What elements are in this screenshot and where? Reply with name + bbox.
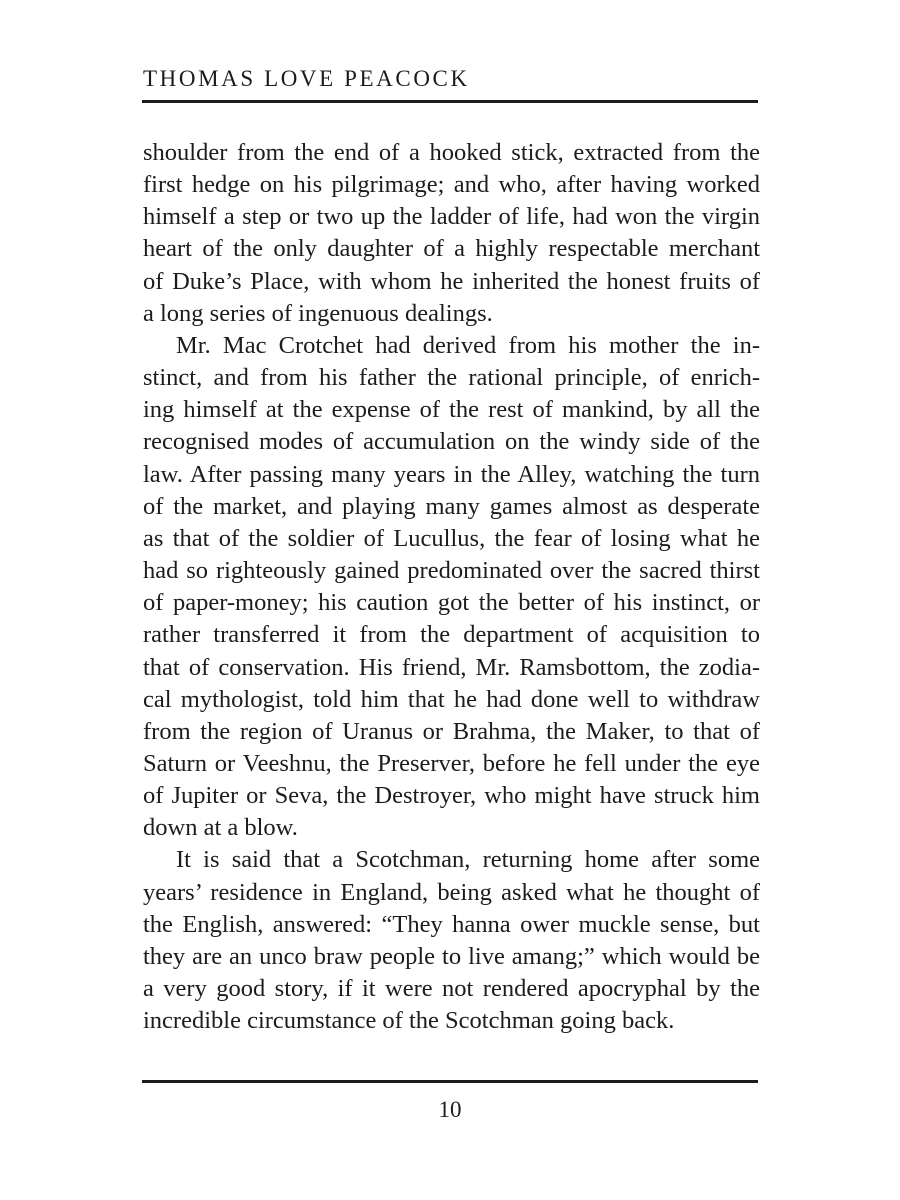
paragraph-1-last-line bbox=[143, 298, 760, 330]
text-line: It is said that a Scotchman, returning home after some bbox=[176, 846, 760, 874]
text-line: of paper-money; his caution got the better of his instinct, or bbox=[143, 589, 760, 617]
paragraph-3 bbox=[143, 844, 760, 1005]
text-line: incredible circumstance of the Scotchman going back. bbox=[143, 1007, 675, 1035]
text-line: a long series of ingenuous dealings. bbox=[143, 299, 493, 327]
header-rule bbox=[142, 100, 758, 103]
text-line: the English, answered: “They hanna ower muckle sense, but bbox=[143, 910, 760, 938]
text-line: as that of the soldier of Lucullus, the fear of losing what he bbox=[143, 524, 760, 552]
footer-rule bbox=[142, 1080, 758, 1083]
text-line: rather transferred it from the department of acquisition to bbox=[143, 621, 760, 649]
text-line: had so righteously gained predominated over the sacred thirst bbox=[143, 557, 760, 585]
text-line: of Duke’s Place, with whom he inherited the honest fruits of bbox=[143, 267, 760, 295]
text-line: ing himself at the expense of the rest of mankind, by all the bbox=[143, 396, 760, 424]
text-line: that of conservation. His friend, Mr. Ramsbottom, the zodia- bbox=[143, 653, 760, 681]
text-line: law. After passing many years in the Alley, watching the turn bbox=[143, 460, 760, 488]
text-line: first hedge on his pilgrimage; and who, after having worked bbox=[143, 171, 760, 199]
text-line: recognised modes of accumulation on the windy side of the bbox=[143, 428, 760, 456]
text-line: Saturn or Veeshnu, the Preserver, before he fell under the eye bbox=[143, 749, 760, 777]
paragraph-2-last-line bbox=[143, 812, 760, 844]
text-line: heart of the only daughter of a highly respectable merchant bbox=[143, 235, 760, 263]
paragraph-2 bbox=[143, 330, 760, 812]
text-line: of Jupiter or Seva, the Destroyer, who might have struck him bbox=[143, 782, 760, 810]
body-text bbox=[143, 137, 760, 1037]
text-line: Mr. Mac Crotchet had derived from his mother the in- bbox=[176, 331, 760, 359]
text-line: a very good story, if it were not rendered apocryphal by the bbox=[143, 975, 760, 1003]
running-head-title: THOMAS LOVE PEACOCK bbox=[143, 66, 470, 91]
text-line: himself a step or two up the ladder of life, had won the virgin bbox=[143, 203, 760, 231]
text-line: down at a blow. bbox=[143, 814, 298, 842]
paragraph-3-last-line bbox=[143, 1005, 760, 1037]
text-line: cal mythologist, told him that he had done well to withdraw bbox=[143, 685, 760, 713]
text-line: from the region of Uranus or Brahma, the Maker, to that of bbox=[143, 717, 760, 745]
page-number: 10 bbox=[438, 1097, 462, 1122]
text-line: of the market, and playing many games almost as desperate bbox=[143, 492, 760, 520]
text-line: they are an unco braw people to live amang;” which would be bbox=[143, 942, 760, 970]
text-line: stinct, and from his father the rational principle, of enrich- bbox=[143, 364, 760, 392]
paragraph-1 bbox=[143, 137, 760, 298]
text-line: years’ residence in England, being asked what he thought of bbox=[143, 878, 760, 906]
text-line: shoulder from the end of a hooked stick, extracted from the bbox=[143, 139, 760, 166]
